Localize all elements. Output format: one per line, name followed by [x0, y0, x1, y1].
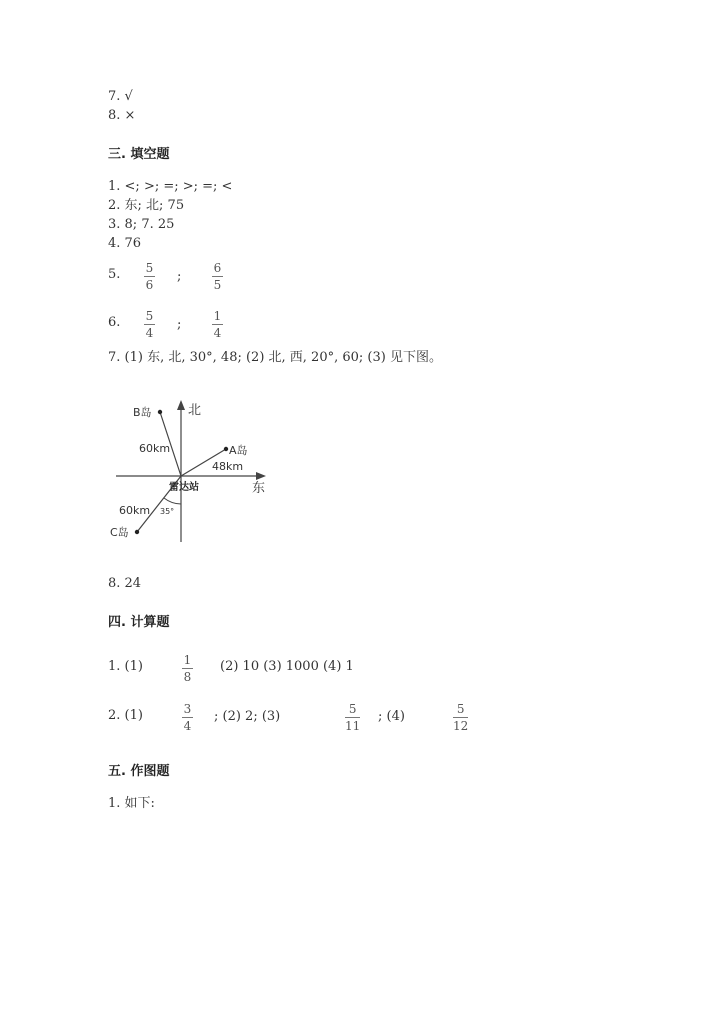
calc-answer-1-rest: (2) 10 (3) 1000 (4) 1	[220, 659, 354, 674]
fill-answer-4: 4. 76	[108, 236, 142, 251]
fill-answer-6-label: 6.	[108, 315, 121, 330]
fraction: 5 11	[345, 702, 361, 733]
calc-answer-1-label: 1. (1)	[108, 659, 143, 674]
fraction: 5 6	[145, 261, 154, 292]
radar-station-label: 雷达站	[169, 482, 199, 493]
fill-answer-3: 3. 8; 7. 25	[108, 217, 175, 232]
calc-answer-2-label: 2. (1)	[108, 708, 143, 723]
c-island-point	[135, 530, 139, 534]
a-island-label: A岛	[229, 444, 248, 457]
fraction: 5 12	[453, 702, 469, 733]
separator: ;	[177, 269, 182, 284]
section-heading-calculation: 四. 计算题	[108, 615, 170, 630]
answer-8: 8. ×	[108, 108, 136, 123]
section-heading-drawing: 五. 作图题	[108, 764, 170, 779]
calc-answer-2-part: ; (2) 2; (3)	[214, 709, 281, 724]
fraction: 6 5	[213, 261, 222, 292]
c-distance-label: 60km	[119, 504, 151, 517]
fraction: 1 4	[213, 309, 222, 340]
fraction: 5 4	[145, 309, 154, 340]
a-island-point	[224, 447, 228, 451]
north-label: 北	[188, 403, 202, 418]
c-angle-label: 35°	[160, 507, 175, 516]
section-heading-fill-blank: 三. 填空题	[108, 147, 170, 162]
c-island-label: C岛	[110, 526, 129, 539]
fill-answer-5-label: 5.	[108, 267, 121, 282]
b-island-point	[158, 410, 162, 414]
fraction: 3 4	[183, 702, 192, 733]
fill-answer-8: 8. 24	[108, 576, 142, 591]
b-island-label: B岛	[133, 406, 152, 419]
fill-answer-1: 1. <; >; =; >; =; <	[108, 179, 233, 194]
separator: ;	[177, 317, 182, 332]
b-distance-label: 60km	[139, 442, 171, 455]
angle-arc	[164, 498, 181, 504]
answer-7: 7. √	[108, 89, 133, 104]
radar-diagram	[100, 392, 280, 552]
fill-answer-7: 7. (1) 东, 北, 30°, 48; (2) 北, 西, 20°, 60; (3) 见下图。	[108, 350, 442, 365]
drawing-answer-1: 1. 如下:	[108, 796, 155, 811]
east-arrowhead	[256, 472, 266, 480]
fraction: 1 8	[183, 653, 192, 684]
a-distance-label: 48km	[212, 460, 244, 473]
calc-answer-2-part: ; (4)	[378, 709, 405, 724]
north-arrowhead	[177, 400, 185, 410]
fill-answer-2: 2. 东; 北; 75	[108, 198, 185, 213]
east-label: 东	[252, 481, 266, 496]
